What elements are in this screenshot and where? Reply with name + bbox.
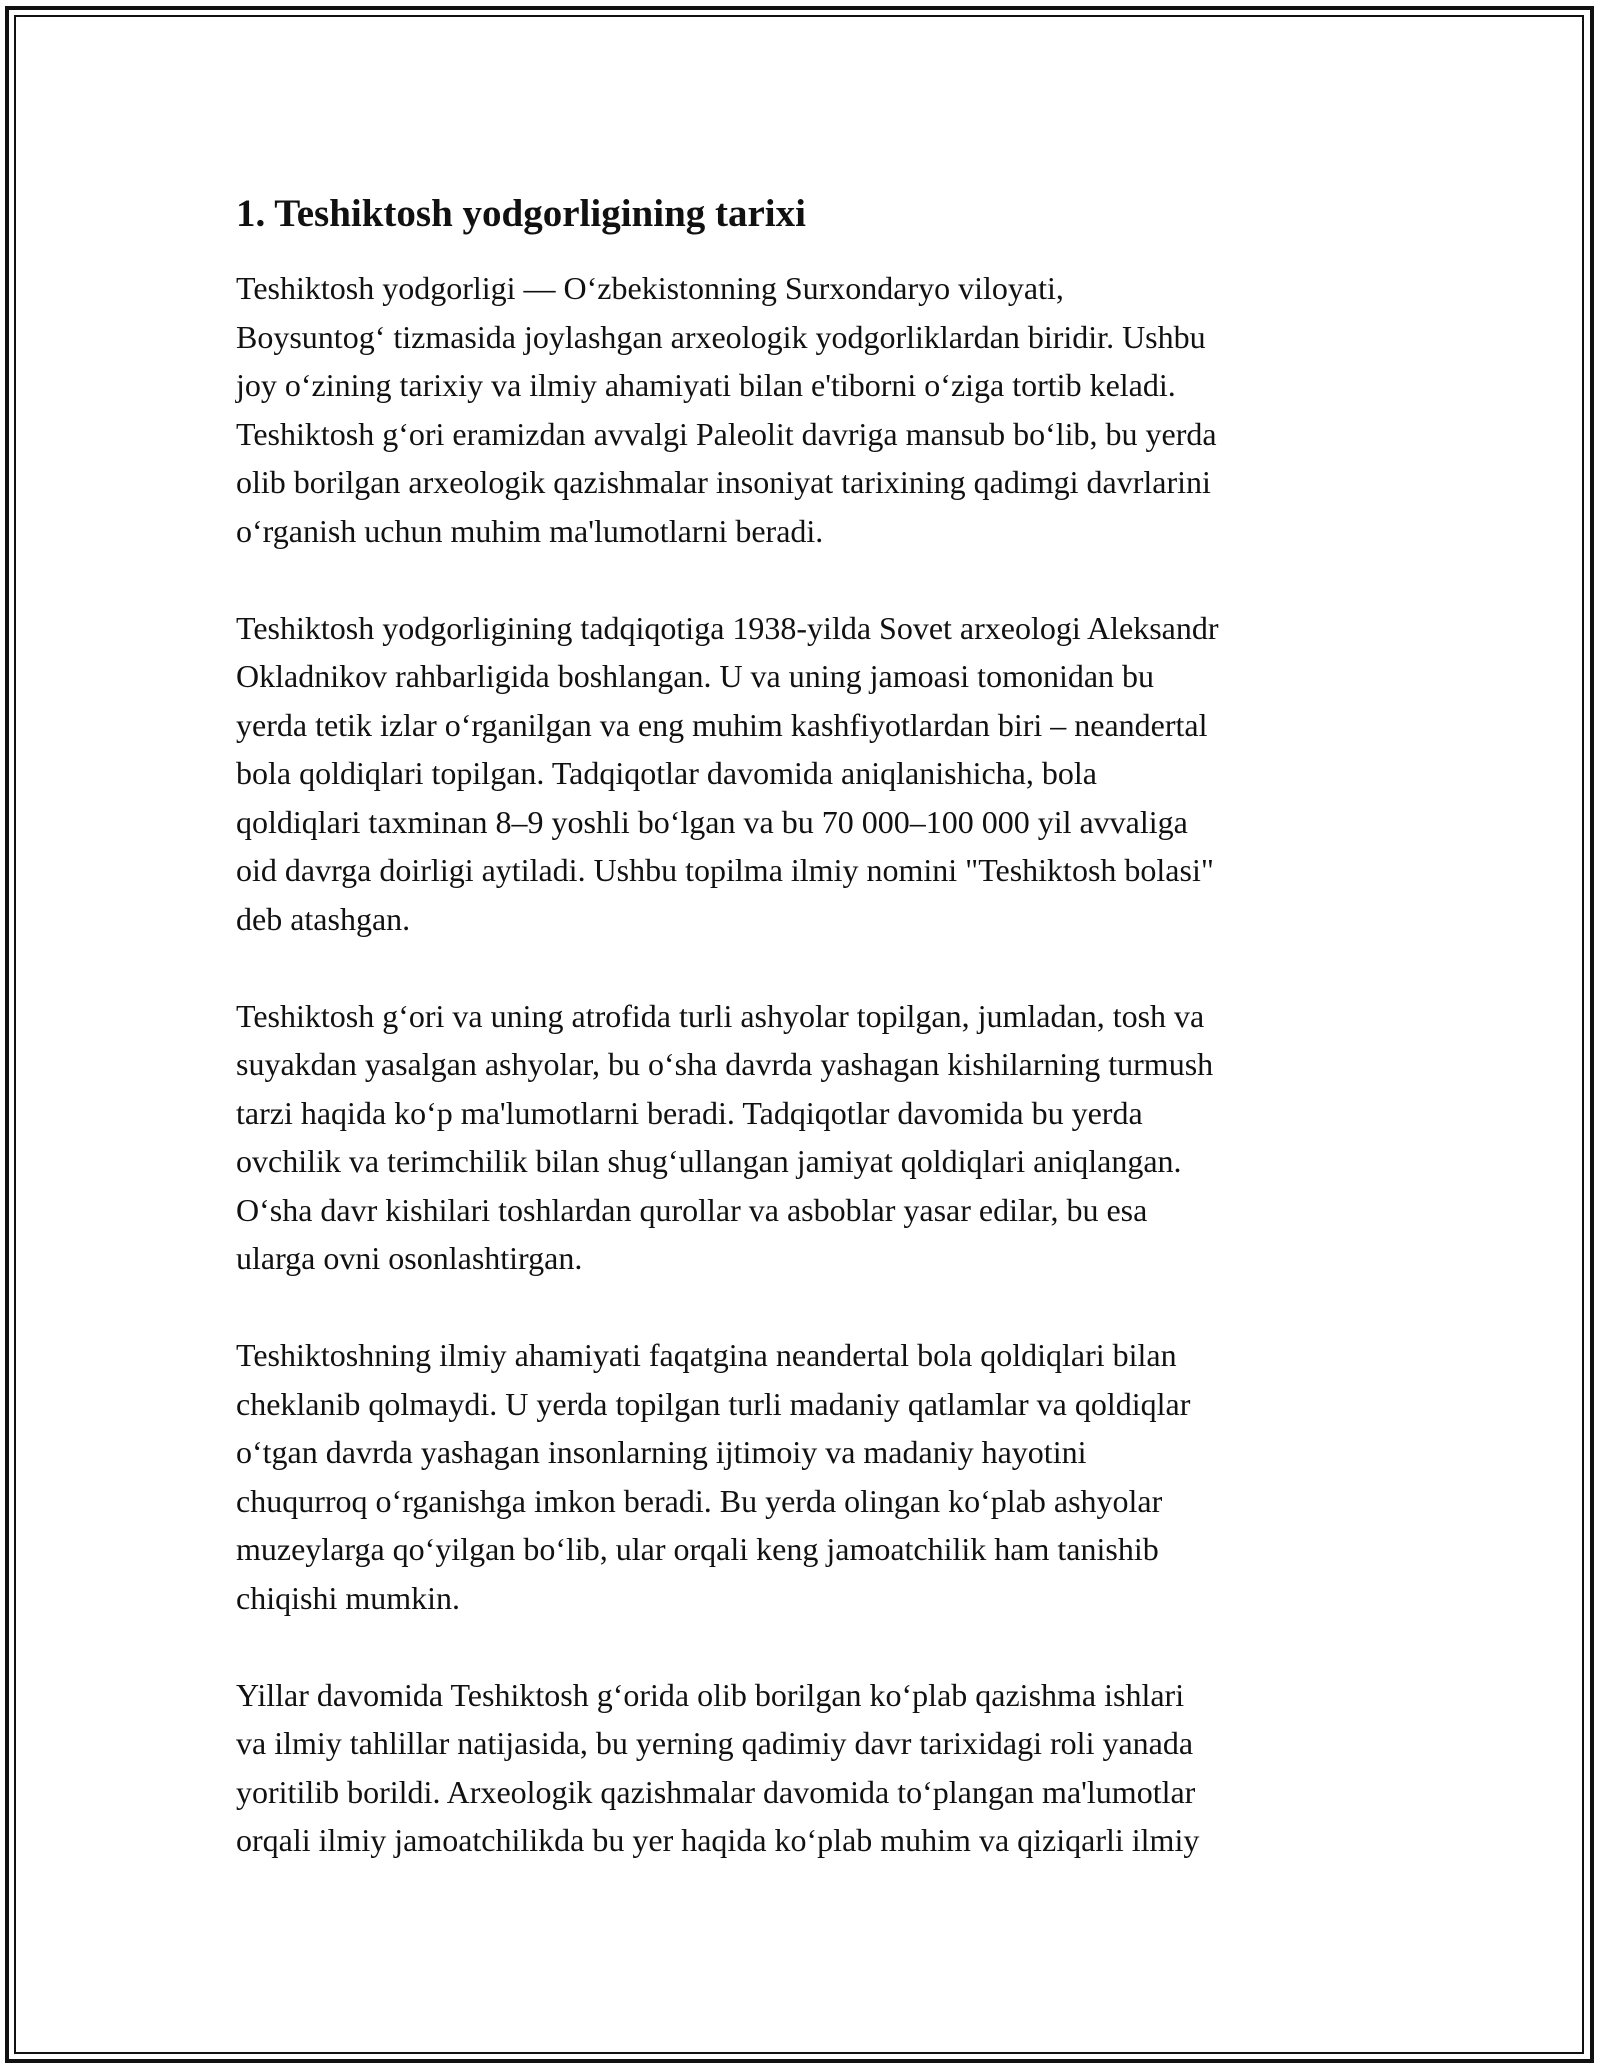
paragraph-excavations [236,1671,1376,1865]
paragraph-research [236,604,1376,944]
text-line: chiqishi mumkin. [236,1579,460,1616]
text-line: O‘sha davr kishilari toshlardan qurollar va asboblar yasar edilar, bu esa [236,1191,1148,1228]
text-line: Yillar davomida Teshiktosh g‘orida olib borilgan ko‘plab qazishma ishlari [236,1676,1185,1713]
text-line: muzeylarga qo‘yilgan bo‘lib, ular orqali keng jamoatchilik ham tanishib [236,1531,1159,1567]
text-line: yoritilib borildi. Arxeologik qazishmalar davomida to‘plangan ma'lumotlar [236,1773,1196,1810]
text-line: tarzi haqida ko‘p ma'lumotlarni beradi. Tadqiqotlar davomida bu yerda [236,1094,1143,1131]
text-line: ularga ovni osonlashtirgan. [236,1240,583,1276]
text-line: bola qoldiqlari topilgan. Tadqiqotlar davomida aniqlanishicha, bola [236,755,1097,791]
text-line: joy o‘zining tarixiy va ilmiy ahamiyati bilan e'tiborni o‘ziga tortib keladi. [236,367,1176,403]
text-line: Boysuntog‘ tizmasida joylashgan arxeologik yodgorliklardan biridir. Ushbu [236,318,1206,355]
text-line: olib borilgan arxeologik qazishmalar insoniyat tarixining qadimgi davrlarini [236,464,1211,500]
text-line: cheklanib qolmaydi. U yerda topilgan turli madaniy qatlamlar va qoldiqlar [236,1385,1191,1422]
section-heading: 1. Teshiktosh yodgorligining tarixi [236,192,806,235]
text-line: o‘rganish uchun muhim ma'lumotlarni beradi. [236,512,824,549]
text-line: chuqurroq o‘rganishga imkon beradi. Bu yerda olingan ko‘plab ashyolar [236,1482,1163,1519]
text-line: oid davrga doirligi aytiladi. Ushbu topilma ilmiy nomini "Teshiktosh bolasi" [236,852,1214,888]
text-line: yerda tetik izlar o‘rganilgan va eng muhim kashfiyotlardan biri – neandertal [236,706,1208,743]
paragraph-artifacts [236,992,1376,1283]
text-line: Teshiktosh yodgorligi — O‘zbekistonning Surxondaryo viloyati, [236,270,1064,306]
text-line: Teshiktosh yodgorligining tadqiqotiga 1938-yilda Sovet arxeologi Aleksandr [236,609,1219,646]
text-line: suyakdan yasalgan ashyolar, bu o‘sha davrda yashagan kishilarning turmush [236,1046,1214,1082]
document-body [236,186,1376,1913]
text-line: Teshiktosh g‘ori va uning atrofida turli ashyolar topilgan, jumladan, tosh va [236,997,1205,1034]
text-line: Okladnikov rahbarligida boshlangan. U va uning jamoasi tomonidan bu [236,658,1155,694]
paragraph-significance [236,1331,1376,1622]
text-line: Teshiktosh g‘ori eramizdan avvalgi Paleolit davriga mansub bo‘lib, bu yerda [236,415,1217,452]
text-line: ovchilik va terimchilik bilan shug‘ullangan jamiyat qoldiqlari aniqlangan. [236,1143,1182,1179]
text-line: deb atashgan. [236,900,411,937]
text-line: qoldiqlari taxminan 8–9 yoshli bo‘lgan va bu 70 000–100 000 yil avvaliga [236,803,1188,840]
text-line: Teshiktoshning ilmiy ahamiyati faqatgina neandertal bola qoldiqlari bilan [236,1337,1177,1373]
text-line: orqali ilmiy jamoatchilikda bu yer haqida ko‘plab muhim va qiziqarli ilmiy [236,1822,1200,1858]
text-line: o‘tgan davrda yashagan insonlarning ijtimoiy va madaniy hayotini [236,1434,1087,1470]
paragraph-intro [236,264,1376,555]
text-line: va ilmiy tahlillar natijasida, bu yerning qadimiy davr tarixidagi roli yanada [236,1725,1194,1761]
